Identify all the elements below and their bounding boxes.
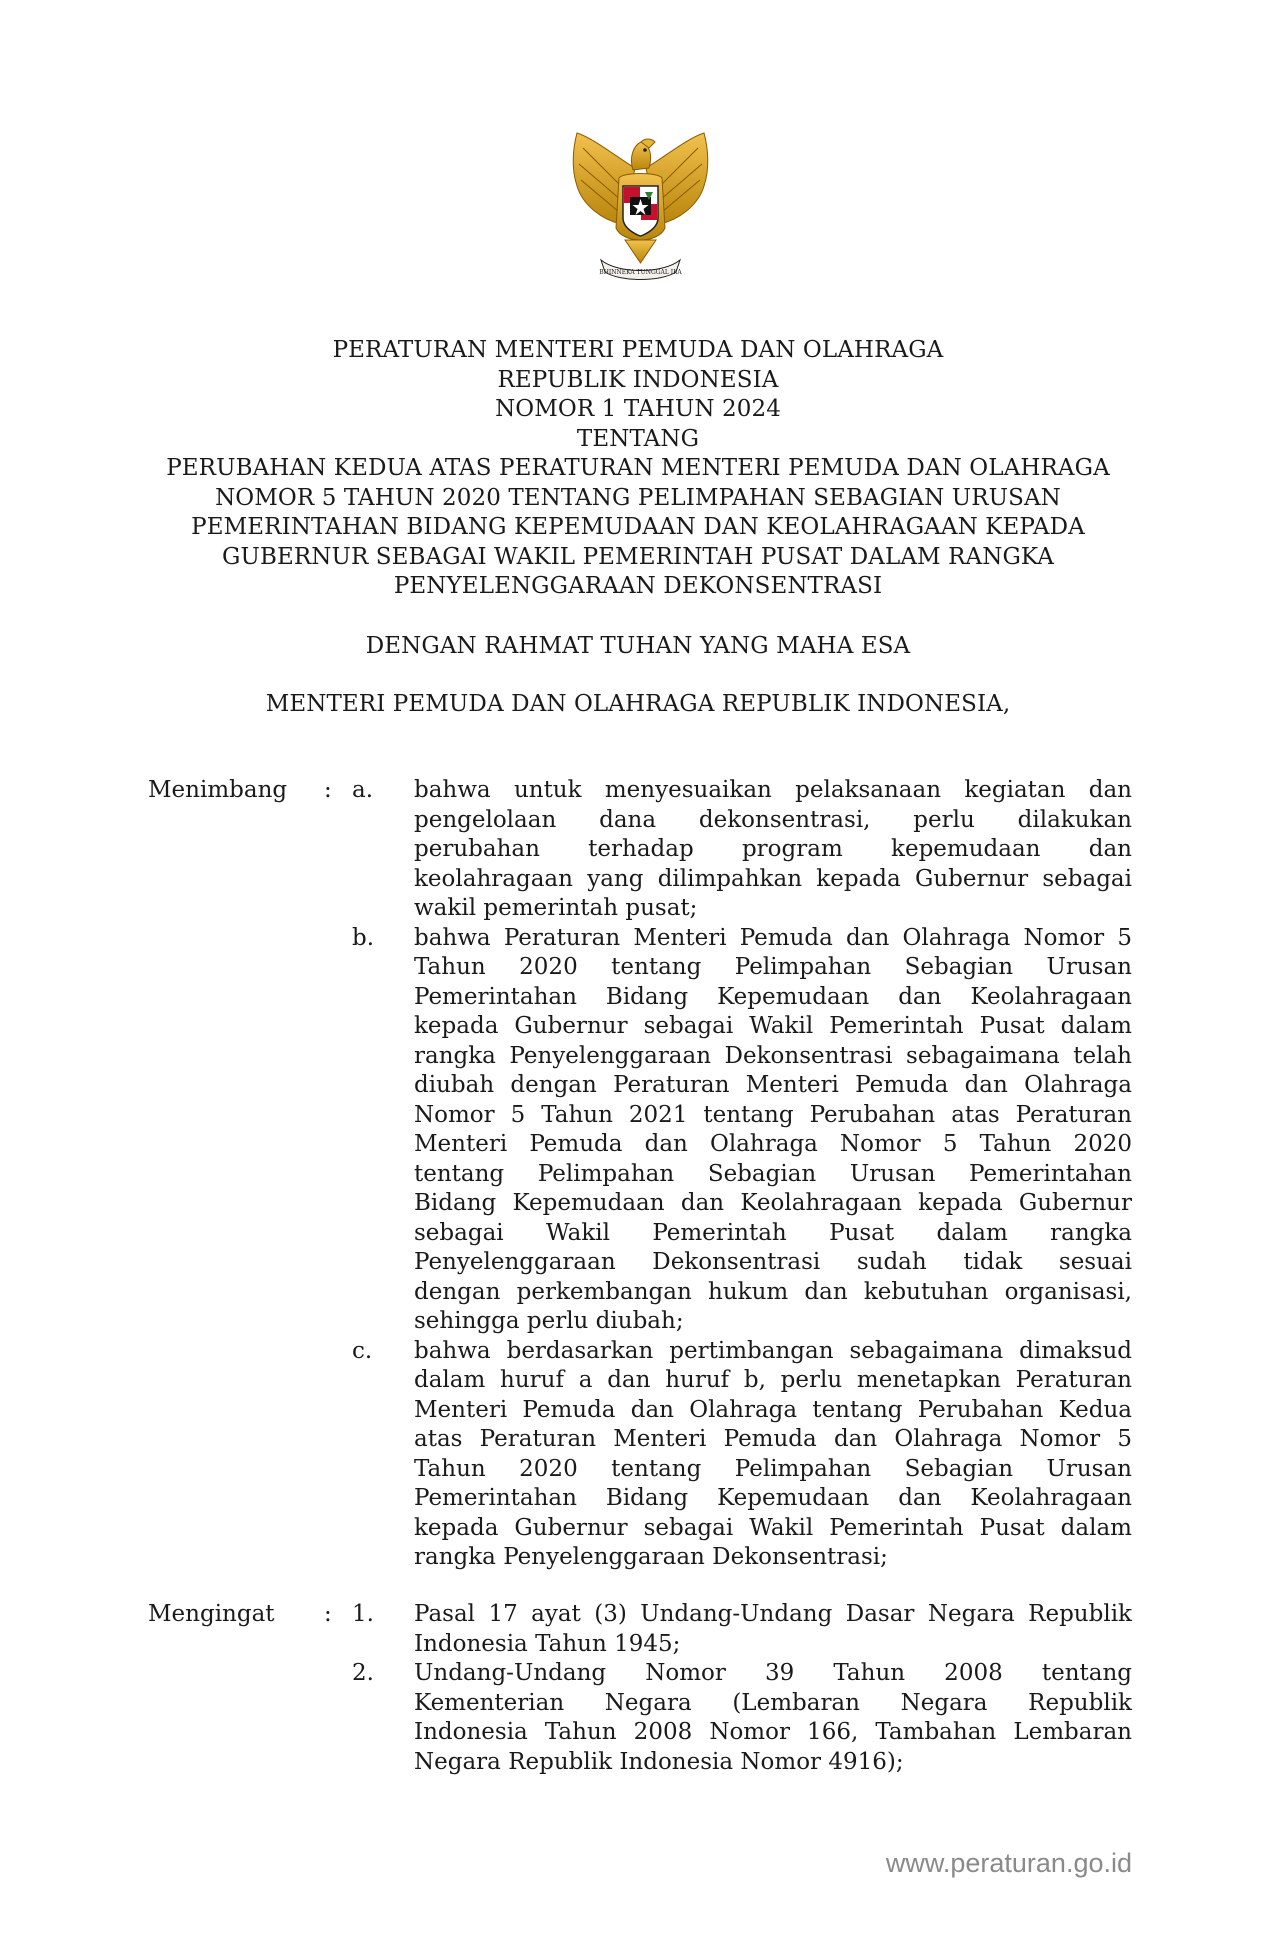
text-line: Indonesia Tahun 2008 Nomor 166, Tambahan Lembaran <box>414 1719 1132 1745</box>
text-line: pengelolaan dana dekonsentrasi, perlu dilakukan <box>414 806 1132 833</box>
text-line: Penyelenggaraan Dekonsentrasi sudah tidak sesuai <box>414 1249 1132 1275</box>
title-line: TENTANG <box>576 425 700 452</box>
item-text <box>414 1659 1132 1777</box>
text-line: Bidang Kepemudaan dan Keolahragaan kepada Gubernur <box>414 1190 1132 1216</box>
item-marker: b. <box>352 924 375 951</box>
text-line: Nomor 5 Tahun 2021 tentang Perubahan atas Peraturan <box>414 1101 1132 1128</box>
text-line: kepada Gubernur sebagai Wakil Pemerintah Pusat dalam <box>414 1013 1132 1039</box>
text-line: keolahragaan yang dilimpahkan kepada Gubernur sebagai <box>414 865 1132 892</box>
text-line: tentang Pelimpahan Sebagian Urusan Pemerintahan <box>414 1160 1132 1187</box>
text-line: Pasal 17 ayat (3) Undang-Undang Dasar Negara Republik <box>414 1601 1132 1627</box>
text-line: sehingga perlu diubah; <box>414 1308 684 1334</box>
item-text <box>414 1337 1132 1573</box>
garuda-pancasila-emblem <box>563 128 718 288</box>
title-line: PEMERINTAHAN BIDANG KEPEMUDAAN DAN KEOLAHRAGAAN KEPADA <box>191 514 1085 540</box>
section-label: Mengingat <box>148 1601 275 1627</box>
section-colon: : <box>324 1601 332 1627</box>
section-label: Menimbang <box>148 777 288 803</box>
text-line: perubahan terhadap program kepemudaan dan <box>414 836 1132 862</box>
text-line: Kementerian Negara (Lembaran Negara Republik <box>414 1689 1132 1716</box>
text-line: Pemerintahan Bidang Kepemudaan dan Keolahragaan <box>414 983 1132 1010</box>
text-line: Undang-Undang Nomor 39 Tahun 2008 tentang <box>414 1660 1132 1686</box>
text-line: atas Peraturan Menteri Pemuda dan Olahraga Nomor 5 <box>414 1426 1132 1452</box>
opening-phrase: DENGAN RAHMAT TUHAN YANG MAHA ESA <box>365 633 911 659</box>
text-line: Negara Republik Indonesia Nomor 4916); <box>414 1748 904 1775</box>
minister-heading: MENTERI PEMUDA DAN OLAHRAGA REPUBLIK INDONESIA, <box>265 691 1011 717</box>
text-line: kepada Gubernur sebagai Wakil Pemerintah Pusat dalam <box>414 1514 1132 1541</box>
title-line: PENYELENGGARAAN DEKONSENTRASI <box>393 573 883 599</box>
section-colon: : <box>324 777 332 803</box>
item-marker: a. <box>352 777 374 803</box>
text-line: Menteri Pemuda dan Olahraga tentang Perubahan Kedua <box>414 1396 1132 1423</box>
text-line: Tahun 2020 tentang Pelimpahan Sebagian Urusan <box>414 1455 1132 1482</box>
title-line: PERATURAN MENTERI PEMUDA DAN OLAHRAGA <box>332 337 944 363</box>
item-marker: 1. <box>352 1601 374 1627</box>
text-line: bahwa berdasarkan pertimbangan sebagaimana dimaksud <box>414 1337 1132 1364</box>
title-line: GUBERNUR SEBAGAI WAKIL PEMERINTAH PUSAT DALAM RANGKA <box>222 543 1054 570</box>
emblem-motto: BHINNEKA TUNGGAL IKA <box>599 269 682 276</box>
footer-website-link[interactable]: www.peraturan.go.id <box>885 1848 1132 1878</box>
item-text <box>414 1600 1132 1659</box>
text-line: rangka Penyelenggaraan Dekonsentrasi sebagaimana telah <box>414 1042 1132 1069</box>
title-line: NOMOR 1 TAHUN 2024 <box>495 396 781 422</box>
item-text <box>414 924 1132 1337</box>
text-line: bahwa Peraturan Menteri Pemuda dan Olahraga Nomor 5 <box>414 924 1132 951</box>
item-text <box>414 776 1132 924</box>
text-line: dalam huruf a dan huruf b, perlu menetapkan Peraturan <box>414 1367 1132 1393</box>
text-line: bahwa untuk menyesuaikan pelaksanaan kegiatan dan <box>414 777 1132 803</box>
text-line: Tahun 2020 tentang Pelimpahan Sebagian Urusan <box>414 954 1132 980</box>
text-line: dengan perkembangan hukum dan kebutuhan organisasi, <box>414 1278 1132 1305</box>
regulation-title <box>0 336 1276 602</box>
text-line: rangka Penyelenggaraan Dekonsentrasi; <box>414 1544 888 1570</box>
title-line: REPUBLIK INDONESIA <box>497 366 779 393</box>
text-line: Indonesia Tahun 1945; <box>414 1630 681 1657</box>
text-line: sebagai Wakil Pemerintah Pusat dalam rangka <box>414 1219 1132 1246</box>
item-marker: c. <box>352 1337 373 1364</box>
title-line: NOMOR 5 TAHUN 2020 TENTANG PELIMPAHAN SEBAGIAN URUSAN <box>215 484 1061 511</box>
title-line: PERUBAHAN KEDUA ATAS PERATURAN MENTERI PEMUDA DAN OLAHRAGA <box>166 455 1110 481</box>
text-line: wakil pemerintah pusat; <box>414 895 698 921</box>
text-line: Menteri Pemuda dan Olahraga Nomor 5 Tahun 2020 <box>414 1131 1132 1157</box>
text-line: Pemerintahan Bidang Kepemudaan dan Keolahragaan <box>414 1485 1132 1511</box>
text-line: diubah dengan Peraturan Menteri Pemuda dan Olahraga <box>414 1072 1132 1098</box>
item-marker: 2. <box>352 1660 374 1686</box>
